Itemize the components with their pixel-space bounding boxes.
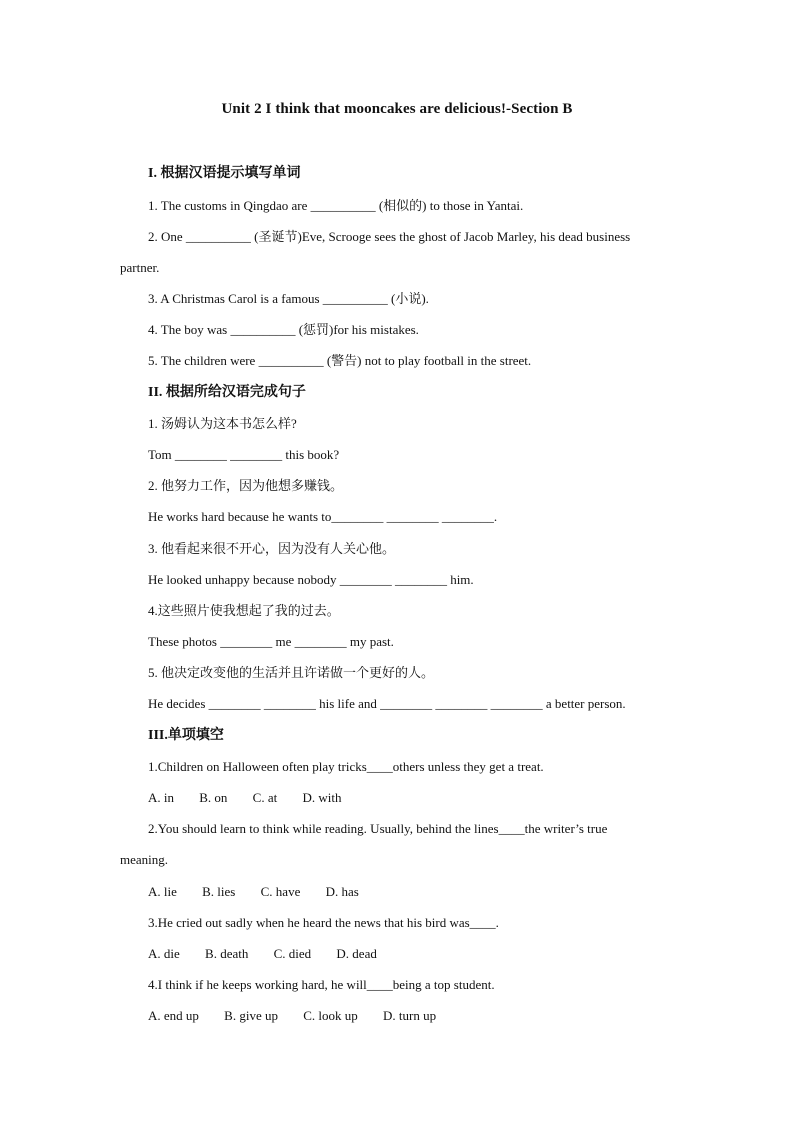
option-a: A. end up xyxy=(148,1008,199,1023)
s3-q1-options xyxy=(148,788,363,808)
s3-q2: 2.You should learn to think while reading. Usually, behind the lines____the writer’s true xyxy=(148,821,608,836)
s2-item-3-cn: 3. 他看起来很不开心，因为没有人关心他。 xyxy=(148,541,396,556)
s2-item-1-en: Tom ________ ________ this book? xyxy=(148,447,340,462)
s1-item-4: 4. The boy was __________ (惩罚)for his mistakes. xyxy=(148,322,419,337)
s3-q2-options xyxy=(148,882,381,902)
option-d: D. has xyxy=(325,884,359,899)
option-c: C. have xyxy=(260,884,301,899)
option-a: A. in xyxy=(148,790,174,805)
s2-item-4-en: These photos ________ me ________ my past. xyxy=(148,634,394,649)
s1-item-2: 2. One __________ (圣诞节)Eve, Scrooge sees the ghost of Jacob Marley, his dead business xyxy=(148,229,631,244)
option-d: D. with xyxy=(302,790,342,805)
s3-q4-options xyxy=(148,1006,458,1026)
option-d: D. turn up xyxy=(383,1008,437,1023)
section-2-heading: II. 根据所给汉语完成句子 xyxy=(148,385,306,400)
s1-item-5: 5. The children were __________ (警告) not to play football in the street. xyxy=(148,353,532,368)
s3-q3-options xyxy=(148,944,399,964)
s3-q4: 4.I think if he keeps working hard, he will____being a top student. xyxy=(148,977,495,992)
s2-item-2-cn: 2. 他努力工作，因为他想多赚钱。 xyxy=(148,478,344,493)
s1-item-3: 3. A Christmas Carol is a famous __________ (小说). xyxy=(148,291,429,306)
page-title: Unit 2 I think that mooncakes are delicious!-Section B xyxy=(221,101,573,117)
option-b: B. death xyxy=(205,946,249,961)
s3-q1: 1.Children on Halloween often play tricks____others unless they get a treat. xyxy=(148,759,544,774)
option-b: B. lies xyxy=(202,884,236,899)
option-c: C. at xyxy=(252,790,278,805)
s1-item-1: 1. The customs in Qingdao are __________ (相似的) to those in Yantai. xyxy=(148,198,524,213)
option-d: D. dead xyxy=(336,946,377,961)
s2-item-1-cn: 1. 汤姆认为这本书怎么样? xyxy=(148,416,297,431)
s3-q3: 3.He cried out sadly when he heard the news that his bird was____. xyxy=(148,915,499,930)
section-3-heading: III.单项填空 xyxy=(148,728,224,743)
s2-item-5-cn: 5. 他决定改变他的生活并且许诺做一个更好的人。 xyxy=(148,665,435,680)
option-c: C. died xyxy=(273,946,312,961)
s2-item-4-cn: 4.这些照片使我想起了我的过去。 xyxy=(148,603,340,618)
section-1-heading: I. 根据汉语提示填写单词 xyxy=(148,166,301,181)
option-b: B. give up xyxy=(224,1008,278,1023)
option-a: A. lie xyxy=(148,884,177,899)
s1-item-2-cont: partner. xyxy=(120,260,160,275)
s3-q2-cont: meaning. xyxy=(120,852,169,867)
s2-item-2-en: He works hard because he wants to________ ________ ________. xyxy=(148,509,498,524)
s2-item-5-en: He decides ________ ________ his life and ________ ________ ________ a better person. xyxy=(148,696,626,711)
s2-item-3-en: He looked unhappy because nobody ________ ________ him. xyxy=(148,572,474,587)
option-c: C. look up xyxy=(303,1008,358,1023)
option-a: A. die xyxy=(148,946,180,961)
option-b: B. on xyxy=(199,790,228,805)
